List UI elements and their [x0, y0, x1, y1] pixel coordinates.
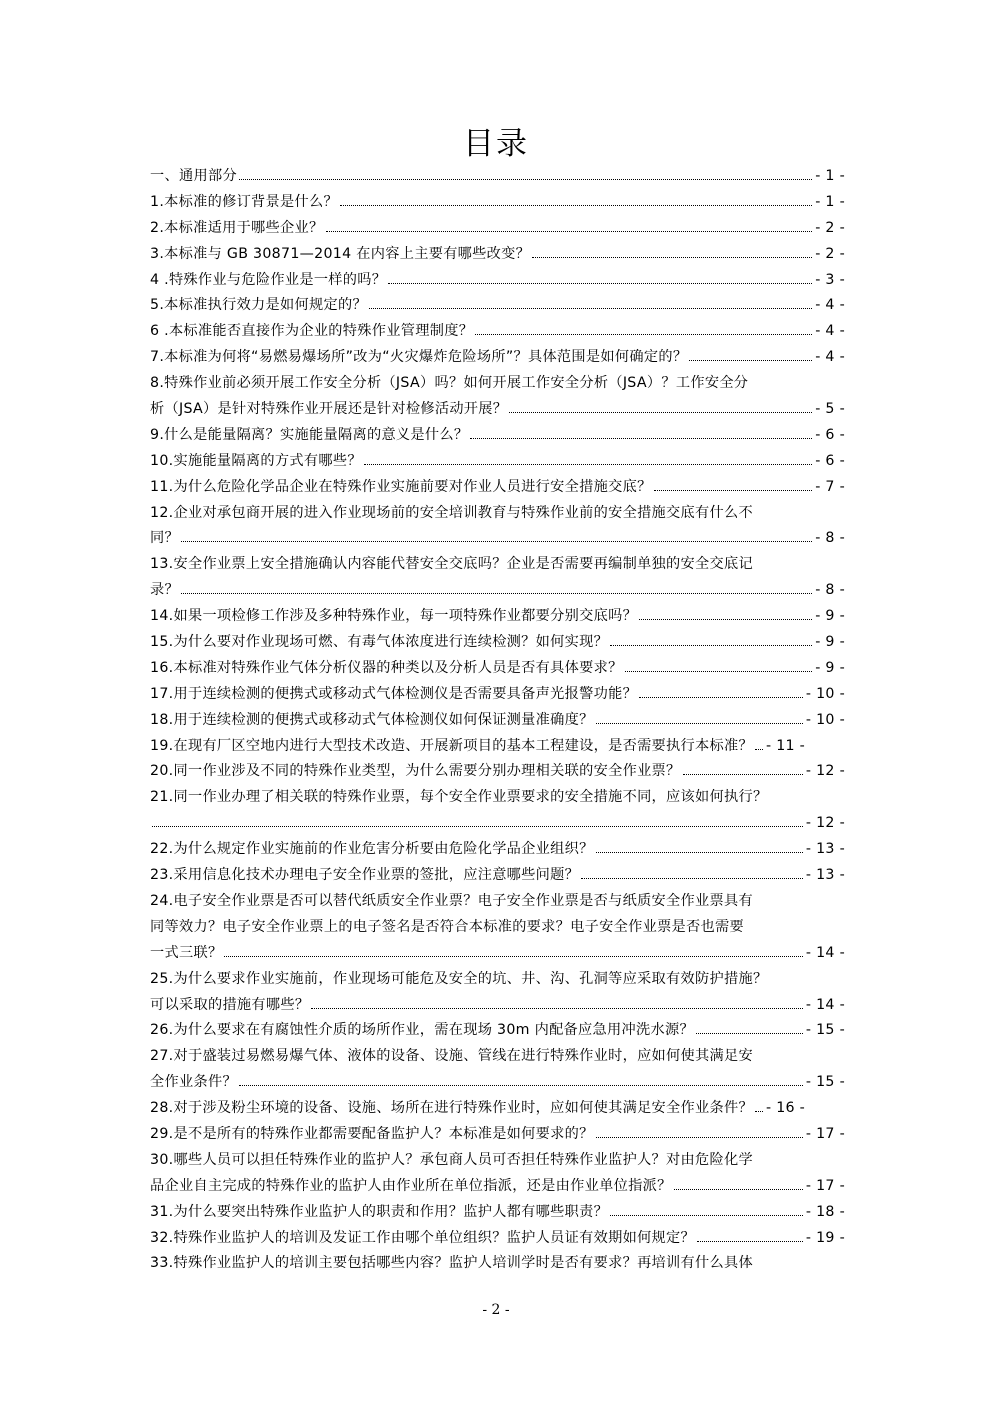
toc-entry-row: [150, 242, 845, 268]
toc-entry-title: 5.本标准执行效力是如何规定的？: [150, 297, 367, 314]
toc-entry[interactable]: [150, 449, 845, 475]
toc-entry[interactable]: [150, 164, 845, 190]
dot-leader: [311, 994, 803, 1009]
toc-entry-row: [150, 604, 845, 630]
toc-entry[interactable]: [150, 734, 845, 760]
dot-leader: [639, 683, 803, 698]
dot-leader: [181, 527, 812, 542]
toc-entry-row: [150, 1226, 845, 1252]
toc-entry-row: [150, 526, 845, 552]
dot-leader: [610, 1201, 803, 1216]
dot-leader: [654, 476, 813, 491]
toc-entry-row: [150, 863, 845, 889]
toc-entry[interactable]: [150, 319, 845, 345]
toc-entry-title: 录？: [150, 582, 179, 599]
toc-entry-page-number: - 10 -: [805, 711, 845, 728]
toc-entry-row: [150, 656, 845, 682]
dot-leader: [674, 1175, 803, 1190]
toc-entry-text-line: 8.特殊作业前必须开展工作安全分析（JSA）吗？如何开展工作安全分析（JSA）？工作安全分: [150, 375, 749, 392]
toc-entry-title: 29.是不是所有的特殊作业都需要配备监护人？本标准是如何要求的？: [150, 1125, 594, 1142]
toc-entry[interactable]: [150, 423, 845, 449]
toc-entry-row: [150, 293, 845, 319]
toc-entry-page-number: - 15 -: [805, 1022, 845, 1039]
toc-entry-row: [150, 423, 845, 449]
dot-leader: [596, 1123, 803, 1138]
dot-leader: [475, 320, 812, 335]
toc-entry-page-number: - 19 -: [805, 1229, 845, 1246]
toc-entry[interactable]: [150, 759, 845, 785]
dot-leader: [696, 1019, 803, 1034]
toc-entry-page-number: - 5 -: [815, 401, 845, 418]
toc-entry-text-line: 24.电子安全作业票是否可以替代纸质安全作业票？电子安全作业票是否与纸质安全作业票具有: [150, 892, 753, 909]
dot-leader: [581, 864, 803, 879]
toc-entry-page-number: - 1 -: [815, 168, 845, 184]
toc-entry-title: 可以采取的措施有哪些？: [150, 996, 310, 1013]
toc-entry-row: [150, 682, 845, 708]
toc-entry-page-number: - 6 -: [815, 426, 845, 443]
toc-entry-title: 析（JSA）是针对特殊作业开展还是针对检修活动开展？: [150, 401, 508, 418]
toc-entry[interactable]: [150, 293, 845, 319]
toc-entry-row: [150, 1200, 845, 1226]
dot-leader: [755, 735, 763, 750]
toc-entry-page-number: - 6 -: [815, 452, 845, 469]
toc-entry-title: 3.本标准与 GB 30871—2014 在内容上主要有哪些改变？: [150, 245, 531, 262]
toc-entry-row: [150, 475, 845, 501]
toc-entry-page-number: - 4 -: [815, 349, 845, 366]
toc-entry-title: 17.用于连续检测的便携式或移动式气体检测仪是否需要具备声光报警功能？: [150, 685, 638, 702]
toc-entry[interactable]: [150, 268, 845, 294]
toc-entry-title: 一、通用部分: [150, 168, 237, 184]
toc-entry-row: [150, 319, 845, 345]
dot-leader: [369, 294, 812, 309]
toc-entry-row: [150, 216, 845, 242]
toc-entry-text-line: 25.为什么要求作业实施前，作业现场可能危及安全的坑、井、沟、孔洞等应采取有效防护措施？: [150, 970, 768, 987]
toc-entry-title: 同？: [150, 530, 179, 547]
toc-entry-text-line: 27.对于盛装过易燃易爆气体、液体的设备、设施、管线在进行特殊作业时，应如何使其满足安: [150, 1048, 753, 1065]
toc-entry-row: [150, 190, 845, 216]
toc-entry-row: [150, 759, 845, 785]
toc-entry-page-number: - 4 -: [815, 297, 845, 314]
toc-entry-title: 19.在现有厂区空地内进行大型技术改造、开展新项目的基本工程建设，是否需要执行本标准？: [150, 737, 753, 754]
dot-leader: [388, 269, 812, 284]
toc-entry-page-number: - 8 -: [815, 582, 845, 599]
toc-entry-title: 9.什么是能量隔离？实施能量隔离的意义是什么？: [150, 426, 469, 443]
toc-entry[interactable]: [150, 371, 845, 423]
dot-leader: [683, 760, 803, 775]
toc-entry-page-number: - 14 -: [805, 996, 845, 1013]
toc-entry-page-number: - 12 -: [805, 815, 845, 832]
toc-entry-row: [150, 811, 845, 837]
toc-entry[interactable]: [150, 1148, 845, 1200]
toc-entry[interactable]: [150, 552, 845, 604]
toc-entry-title: 14.如果一项检修工作涉及多种特殊作业，每一项特殊作业都要分别交底吗？: [150, 608, 638, 625]
toc-entry-page-number: - 3 -: [815, 271, 845, 288]
toc-entry-page-number: - 7 -: [815, 478, 845, 495]
toc-entry[interactable]: [150, 242, 845, 268]
toc-entry-page-number: - 9 -: [815, 608, 845, 625]
toc-entry-page-number: - 15 -: [805, 1074, 845, 1091]
toc-entry-page-number: - 17 -: [805, 1177, 845, 1194]
toc-entry-title: 品企业自主完成的特殊作业的监护人由作业所在单位指派，还是由作业单位指派？: [150, 1177, 672, 1194]
dot-leader: [470, 424, 812, 439]
toc-entry[interactable]: [150, 630, 845, 656]
toc-entry-title: 22.为什么规定作业实施前的作业危害分析要由危险化学品企业组织？: [150, 841, 594, 858]
dot-leader: [224, 942, 802, 957]
toc-entry[interactable]: [150, 656, 845, 682]
toc-entry-title: 2.本标准适用于哪些企业？: [150, 219, 324, 236]
toc-entry-page-number: - 12 -: [805, 763, 845, 780]
toc-entry-title: 1.本标准的修订背景是什么？: [150, 193, 338, 210]
toc-entry-title: 4 .特殊作业与危险作业是一样的吗？: [150, 271, 387, 288]
toc-entry[interactable]: [150, 345, 845, 371]
toc-entry-text-line: 33.特殊作业监护人的培训主要包括哪些内容？监护人培训学时是否有要求？再培训有什么具体: [150, 1255, 753, 1272]
toc-entry-page-number: - 18 -: [805, 1203, 845, 1220]
toc-entry[interactable]: [150, 682, 845, 708]
toc-entry-text-line: 13.安全作业票上安全措施确认内容能代替安全交底吗？企业是否需要再编制单独的安全交底记: [150, 556, 753, 573]
toc-entry-page-number: - 14 -: [805, 944, 845, 961]
toc-entry-row: [150, 1018, 845, 1044]
toc-entry-row: [150, 1122, 845, 1148]
toc-entry-page-number: - 4 -: [815, 323, 845, 340]
toc-entry-page-number: - 17 -: [805, 1125, 845, 1142]
toc-entry-row: [150, 1096, 845, 1122]
toc-entry-title: 全作业条件？: [150, 1074, 237, 1091]
toc-entry-text-line: 21.同一作业办理了相关联的特殊作业票，每个安全作业票要求的安全措施不同，应该如何执行？: [150, 789, 768, 806]
table-of-contents: [150, 164, 845, 1277]
toc-entry-page-number: - 11 -: [765, 737, 806, 754]
toc-entry[interactable]: [150, 475, 845, 501]
toc-entry-page-number: - 16 -: [765, 1100, 806, 1117]
toc-entry[interactable]: [150, 889, 845, 967]
toc-entry-row: [150, 630, 845, 656]
toc-entry-page-number: - 2 -: [815, 219, 845, 236]
toc-entry[interactable]: [150, 1226, 845, 1252]
page-title: 目录: [463, 126, 529, 162]
dot-leader: [239, 165, 812, 180]
toc-entry-title: 6 .本标准能否直接作为企业的特殊作业管理制度？: [150, 323, 474, 340]
toc-entry-page-number: - 1 -: [815, 193, 845, 210]
toc-entry-row: [150, 734, 845, 760]
toc-entry-page-number: - 9 -: [815, 634, 845, 651]
toc-entry[interactable]: [150, 1200, 845, 1226]
toc-entry-title: 26.为什么要求在有腐蚀性介质的场所作业，需在现场 30m 内配备应急用冲洗水源？: [150, 1022, 694, 1039]
toc-entry-page-number: - 9 -: [815, 659, 845, 676]
toc-entry-page-number: - 10 -: [805, 685, 845, 702]
toc-entry-row: [150, 993, 845, 1019]
dot-leader: [239, 1071, 803, 1086]
toc-entry-page-number: - 8 -: [815, 530, 845, 547]
dot-leader: [509, 398, 812, 413]
toc-entry[interactable]: [150, 785, 845, 837]
toc-entry[interactable]: [150, 604, 845, 630]
page-number: - 2 -: [482, 1302, 510, 1318]
toc-entry[interactable]: [150, 1122, 845, 1148]
toc-entry[interactable]: [150, 863, 845, 889]
toc-entry-title: 15.为什么要对作业现场可燃、有毒气体浓度进行连续检测？如何实现？: [150, 634, 609, 651]
toc-entry-row: [150, 578, 845, 604]
toc-entry-title: 16.本标准对特殊作业气体分析仪器的种类以及分析人员是否有具体要求？: [150, 659, 623, 676]
toc-entry-page-number: - 2 -: [815, 245, 845, 262]
dot-leader: [596, 838, 803, 853]
dot-leader: [697, 1227, 803, 1242]
toc-entry-title: 32.特殊作业监护人的培训及发证工作由哪个单位组织？监护人员证有效期如何规定？: [150, 1229, 696, 1246]
dot-leader: [532, 243, 812, 258]
toc-entry[interactable]: [150, 1096, 845, 1122]
dot-leader: [152, 812, 803, 827]
dot-leader: [689, 346, 812, 361]
toc-entry[interactable]: [150, 1044, 845, 1096]
toc-entry-row: [150, 708, 845, 734]
dot-leader: [755, 1097, 763, 1112]
dot-leader: [364, 450, 812, 465]
toc-entry-row: [150, 164, 845, 190]
dot-leader: [181, 579, 812, 594]
toc-entry[interactable]: [150, 1018, 845, 1044]
toc-entry-row: [150, 837, 845, 863]
toc-entry-row: [150, 397, 845, 423]
toc-entry-row: [150, 1070, 845, 1096]
toc-entry-title: 28.对于涉及粉尘环境的设备、设施、场所在进行特殊作业时，应如何使其满足安全作业条件？: [150, 1100, 753, 1117]
toc-entry[interactable]: [150, 967, 845, 1019]
toc-entry-row: [150, 345, 845, 371]
toc-entry-title: 一式三联？: [150, 944, 223, 961]
toc-entry-text-line: 12.企业对承包商开展的进入作业现场前的安全培训教育与特殊作业前的安全措施交底有什么不: [150, 504, 753, 521]
toc-entry-row: [150, 268, 845, 294]
toc-entry-title: 11.为什么危险化学品企业在特殊作业实施前要对作业人员进行安全措施交底？: [150, 478, 652, 495]
toc-entry-row: [150, 941, 845, 967]
dot-leader: [639, 605, 812, 620]
toc-entry-title: 23.采用信息化技术办理电子安全作业票的签批，应注意哪些问题？: [150, 867, 580, 884]
toc-entry-title: 7.本标准为何将“易燃易爆场所”改为“火灾爆炸危险场所”？具体范围是如何确定的？: [150, 349, 688, 366]
toc-entry-page-number: - 13 -: [805, 841, 845, 858]
toc-entry-title: 20.同一作业涉及不同的特殊作业类型，为什么需要分别办理相关联的安全作业票？: [150, 763, 681, 780]
toc-entry[interactable]: [150, 190, 845, 216]
toc-entry-row: [150, 1174, 845, 1200]
toc-entry-text-line: 30.哪些人员可以担任特殊作业的监护人？承包商人员可否担任特殊作业监护人？对由危险化学: [150, 1151, 753, 1168]
toc-entry-text-line: 同等效力？电子安全作业票上的电子签名是否符合本标准的要求？电子安全作业票是否也需要: [150, 918, 744, 935]
dot-leader: [326, 217, 813, 232]
dot-leader: [610, 631, 812, 646]
toc-entry[interactable]: [150, 1251, 845, 1277]
toc-entry[interactable]: [150, 216, 845, 242]
dot-leader: [625, 657, 813, 672]
toc-entry-title: 31.为什么要突出特殊作业监护人的职责和作用？监护人都有哪些职责？: [150, 1203, 609, 1220]
dot-leader: [340, 191, 812, 206]
toc-entry-row: [150, 449, 845, 475]
toc-entry[interactable]: [150, 501, 845, 553]
dot-leader: [596, 709, 803, 724]
toc-entry[interactable]: [150, 708, 845, 734]
toc-entry[interactable]: [150, 837, 845, 863]
toc-entry-title: 10.实施能量隔离的方式有哪些？: [150, 452, 362, 469]
toc-entry-page-number: - 13 -: [805, 867, 845, 884]
toc-entry-title: 18.用于连续检测的便携式或移动式气体检测仪如何保证测量准确度？: [150, 711, 594, 728]
